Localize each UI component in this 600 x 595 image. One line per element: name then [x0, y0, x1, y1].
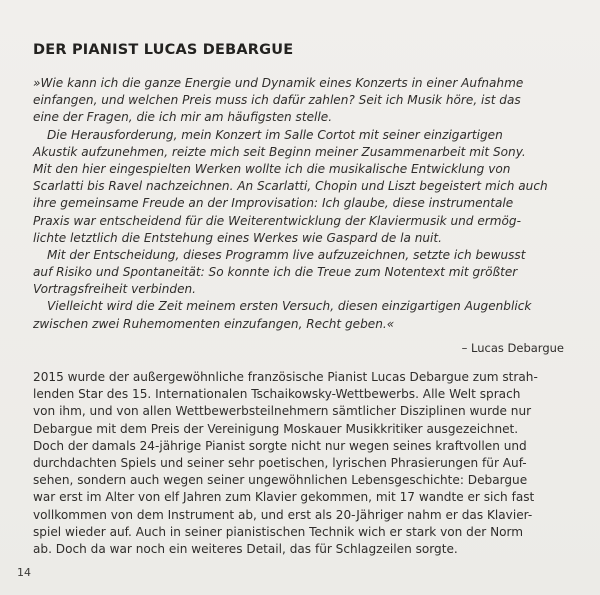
quote-line: Mit den hier eingespielten Werken wollte ich die musikalische Entwicklung von	[33, 161, 511, 176]
body-line: lenden Star des 15. Internationalen Tschaikowsky-Wettbewerbs. Alle Welt sprach	[33, 387, 521, 402]
quote-block	[33, 75, 573, 333]
quote-line: Vielleicht wird die Zeit meinem ersten Versuch, diesen einzigartigen Augenblick	[47, 299, 532, 314]
quote-line: ihre gemeinsame Freude an der Improvisation: Ich glaube, diese instrumentale	[33, 196, 514, 211]
body-line: war erst im Alter von elf Jahren zum Klavier gekommen, mit 17 wandte er sich fast	[33, 490, 535, 505]
quote-line: zwischen zwei Ruhemomenten einzufangen, Recht geben.«	[33, 316, 395, 331]
quote-line: Praxis war entscheidend für die Weiterentwicklung der Klaviermusik und ermög-	[33, 213, 521, 228]
quote-line: Scarlatti bis Ravel nachzeichnen. An Scarlatti, Chopin und Liszt begeistert mich auch	[33, 179, 548, 194]
body-line: durchdachten Spiels und seiner sehr poetischen, lyrischen Phrasierungen für Auf-	[33, 455, 527, 470]
page-number: 14	[17, 566, 31, 579]
body-line: Doch der damals 24-jährige Pianist sorgte nicht nur wegen seines kraftvollen und	[33, 438, 527, 453]
quote-line: »Wie kann ich die ganze Energie und Dynamik eines Konzerts in einer Aufnahme	[33, 76, 524, 90]
quote-attribution: – Lucas Debargue	[461, 341, 564, 355]
body-line: ab. Doch da war noch ein weiteres Detail, das für Schlagzeilen sorgte.	[33, 541, 458, 556]
body-paragraph	[33, 369, 573, 558]
page-heading: DER PIANIST LUCAS DEBARGUE	[33, 42, 294, 58]
quote-line: Die Herausforderung, mein Konzert im Salle Cortot mit seiner einzigartigen	[47, 127, 503, 142]
body-line: vollkommen von dem Instrument ab, und erst als 20-Jähriger nahm er das Klavier-	[33, 507, 533, 522]
body-line: sehen, sondern auch wegen seiner ungewöhnlichen Lebensgeschichte: Debargue	[33, 473, 528, 488]
body-line: von ihm, und von allen Wettbewerbsteilnehmern sämtlicher Disziplinen wurde nur	[33, 404, 532, 419]
body-line: Debargue mit dem Preis der Vereinigung Moskauer Musikkritiker ausgezeichnet.	[33, 421, 519, 436]
quote-line: lichte letztlich die Entstehung eines Werkes wie Gaspard de la nuit.	[33, 230, 443, 245]
quote-line: einfangen, und welchen Preis muss ich dafür zahlen? Seit ich Musik höre, ist das	[33, 93, 521, 108]
quote-line: auf Risiko und Spontaneität: So konnte ich die Treue zum Notentext mit größter	[33, 265, 518, 280]
quote-line: Vortragsfreiheit verbinden.	[33, 282, 197, 297]
body-line: 2015 wurde der außergewöhnliche französische Pianist Lucas Debargue zum strah-	[33, 370, 538, 384]
quote-line: eine der Fragen, die ich mir am häufigsten stelle.	[33, 110, 333, 125]
quote-line: Akustik aufzunehmen, reizte mich seit Beginn meiner Zusammenarbeit mit Sony.	[33, 144, 526, 159]
quote-line: Mit der Entscheidung, dieses Programm live aufzuzeichnen, setzte ich bewusst	[47, 247, 526, 262]
body-line: spiel wieder auf. Auch in seiner pianistischen Technik wich er stark von der Norm	[33, 524, 524, 539]
